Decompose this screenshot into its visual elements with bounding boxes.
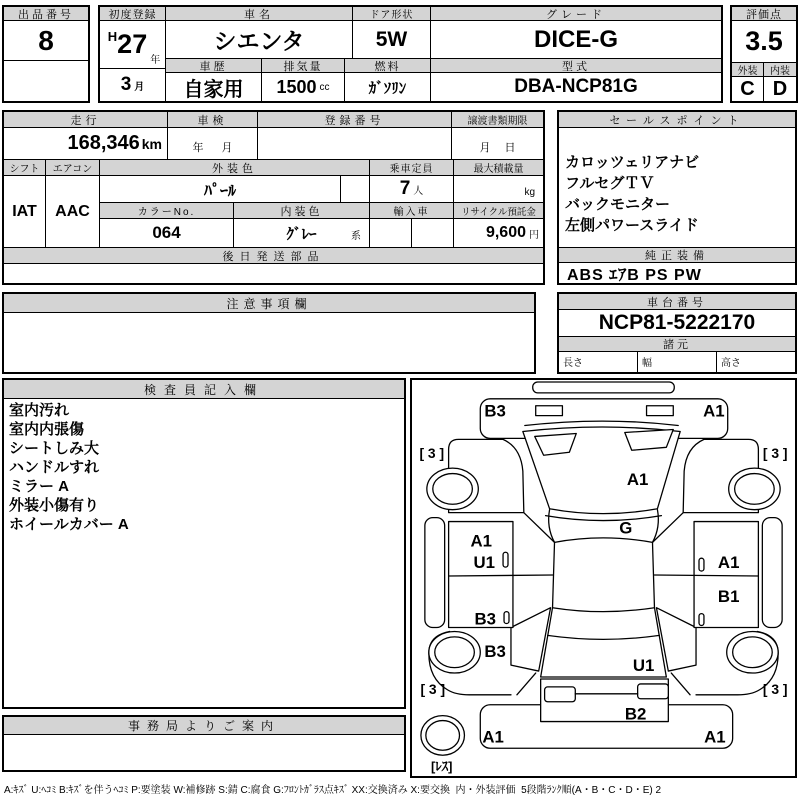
windshield-molding (546, 516, 662, 521)
score-label: 評価点 (732, 7, 796, 21)
exterior-grade-value: C (732, 77, 764, 101)
transfer-month-unit: 月 (479, 142, 491, 154)
front-bumper-strip (533, 382, 675, 393)
sales-points-box (557, 110, 797, 285)
tread-front-left: [ 3 ] (419, 445, 445, 462)
shift-value: IAT (4, 176, 46, 248)
car-diagram (412, 380, 795, 776)
quarter-crease-right (671, 673, 690, 695)
inspector-note: ハンドルすれ (9, 459, 100, 476)
wheel-rear-left (429, 631, 480, 673)
displacement-unit: cc (319, 81, 330, 93)
quarter-crease-left (517, 673, 536, 695)
inspector-note: ホイールカバー A (9, 516, 129, 533)
ext-color-value: ﾊﾟｰﾙ (100, 176, 341, 203)
transfer-value (452, 128, 543, 160)
car-name-label: 車名 (166, 7, 353, 21)
tail-lamp-left (545, 687, 576, 702)
damage-code-front-door-left-1: A1 (470, 531, 493, 551)
damage-code-hood-right: A1 (703, 401, 725, 421)
mileage-number: 168,346 (67, 132, 140, 154)
door-value: 5W (353, 21, 431, 59)
payload-value: kg (454, 176, 543, 203)
sales-points-label: セールスポイント (559, 112, 795, 128)
aircon-label: エアコン (46, 160, 100, 176)
ext-color-label: 外装色 (100, 160, 370, 176)
damage-code-rear-door-right: B1 (717, 586, 740, 606)
displacement-label: 排気量 (262, 59, 345, 73)
ext-color-suffix-cell (341, 176, 370, 203)
sales-point-item: バックモニター (565, 196, 671, 213)
grade-value: DICE-G (431, 21, 721, 59)
later-parts-value (4, 264, 543, 283)
import-value-2 (412, 219, 454, 248)
damage-code-rear-window: U1 (632, 656, 655, 676)
first-reg-year: 27 (117, 29, 148, 59)
equipment-value: ABS ｴｱB PS PW (567, 266, 702, 283)
dims-width-cell: 幅 (638, 352, 717, 372)
reg-no-value (258, 128, 452, 160)
inspection-month-unit: 月 (221, 142, 233, 154)
spare-tire-label: [ﾚｽ] (430, 759, 453, 775)
chassis-box (557, 292, 797, 374)
damage-code-hood-left: B3 (484, 401, 506, 421)
chassis-value: NCP81-5222170 (559, 310, 795, 337)
capacity-value (370, 176, 454, 203)
damage-code-rear-door-left: B3 (474, 609, 496, 629)
tread-rear-right: [ 3 ] (762, 680, 788, 697)
dims-label: 諸元 (559, 337, 795, 352)
inspection-year-unit: 年 (192, 142, 204, 154)
model-value: DBA-NCP81G (514, 76, 638, 97)
wheel-rear-right (727, 631, 778, 673)
chassis-label: 車台番号 (559, 294, 795, 310)
car-name-value: シエンタ (166, 21, 353, 59)
inspection-value (168, 128, 258, 160)
import-value-1 (370, 219, 412, 248)
tread-rear-left: [ 3 ] (420, 680, 446, 697)
history-value: 自家用 (166, 73, 262, 101)
caution-body (4, 313, 534, 372)
first-reg-year-cell (100, 21, 166, 69)
damage-code-rear-bumper-left: A1 (482, 727, 504, 747)
transfer-day-unit: 日 (504, 142, 516, 154)
spare-tire (421, 716, 465, 756)
tread-front-right: [ 3 ] (762, 445, 788, 462)
inspector-note: 室内内張傷 (9, 421, 85, 438)
mileage-label: 走行 (4, 112, 168, 128)
grade-label: グレード (431, 7, 721, 21)
reg-no-label: 登録番号 (258, 112, 452, 128)
damage-code-rear-bumper-right: A1 (704, 727, 726, 747)
recycle-fee: 9,600 (485, 224, 526, 241)
color-no-value: 064 (100, 219, 234, 248)
auction-no-box (2, 5, 90, 103)
first-reg-era: H (107, 29, 118, 44)
first-reg-month-cell (100, 69, 166, 101)
wheel-front-left (427, 468, 478, 510)
spec-box (2, 110, 545, 285)
wheel-front-right (729, 468, 780, 510)
capacity-unit: 人 (413, 185, 424, 197)
first-reg-month-unit: 月 (134, 81, 145, 93)
int-color-cell (234, 219, 370, 248)
int-color-value: ｸﾞﾚｰ (286, 225, 317, 243)
sales-points-list (559, 128, 795, 247)
damage-code-front-door-right: A1 (717, 553, 740, 573)
damage-code-legend: A:ｷｽﾞ U:ﾍｺﾐ B:ｷｽﾞを伴うﾍｺﾐ P:要塗装 W:補修跡 S:錆 C:腐食 G:ﾌﾛﾝﾄｶﾞﾗｽ点ｷｽﾞ XX:交換済み X:要交換 内・外装評価 5段階ﾗﾝｸ順(A・B・C・D・E) 2 (4, 785, 662, 796)
side-sill-right (762, 518, 782, 628)
office-box (2, 715, 406, 772)
first-reg-year-unit: 年 (150, 55, 161, 66)
import-label: 輸入車 (370, 203, 454, 219)
inspector-note: 室内汚れ (9, 402, 70, 419)
recycle-label: リサイクル預託金 (454, 203, 543, 219)
caution-label: 注意事項欄 (4, 294, 534, 313)
damage-diagram-box (410, 378, 797, 778)
inspector-note: ミラー A (9, 478, 70, 495)
sales-point-item: 左側パワースライド (565, 217, 699, 234)
dims-length-cell: 長さ (559, 352, 638, 372)
damage-code-front-door-left-2: U1 (473, 553, 495, 573)
transfer-label: 譲渡書類期限 (452, 112, 543, 128)
history-label: 車歴 (166, 59, 262, 73)
int-color-suffix: 系 (351, 231, 361, 242)
recycle-value (454, 219, 543, 248)
auction-no-value: 8 (4, 21, 88, 61)
interior-grade-label: 内装 (764, 63, 796, 77)
roof-front-edge (555, 538, 653, 542)
first-reg-month: 3 (120, 74, 132, 95)
damage-code-windshield: A1 (626, 469, 649, 489)
auction-no-label: 出品番号 (4, 7, 88, 21)
payload-label: 最大積載量 (454, 160, 543, 176)
mileage-unit: km (141, 135, 162, 152)
damage-code-quarter-left: B3 (484, 642, 506, 662)
fuel-label: 燃料 (345, 59, 431, 73)
inspector-note: 外装小傷有り (9, 497, 100, 514)
inspector-box (2, 378, 406, 709)
door-label: ドア形状 (353, 7, 431, 21)
capacity-label: 乗車定員 (370, 160, 454, 176)
wiper-right (625, 430, 673, 451)
inspector-note: シートしみ大 (9, 440, 100, 457)
damage-code-tailgate: B2 (624, 704, 647, 724)
shift-label: シフト (4, 160, 46, 176)
int-color-label: 内装色 (234, 203, 370, 219)
model-label: 型式 (431, 59, 721, 73)
inspector-notes (4, 399, 404, 534)
tail-lamp-right (638, 684, 669, 699)
equipment-label: 純正装備 (559, 247, 795, 263)
mileage-value (4, 128, 168, 160)
recycle-unit: 円 (529, 229, 539, 241)
sales-point-item: フルセグＴＶ (565, 175, 655, 192)
score-box (730, 5, 798, 103)
aircon-value: AAC (46, 176, 100, 248)
displacement-value: 1500 (276, 76, 317, 97)
dims-height-cell: 高さ (721, 358, 741, 369)
exterior-grade-label: 外装 (732, 63, 764, 77)
inspector-label: 検査員記入欄 (4, 380, 404, 399)
fuel-value: ｶﾞｿﾘﾝ (345, 73, 431, 101)
side-sill-left (425, 518, 445, 628)
vehicle-header-box (98, 5, 723, 103)
inspection-label: 車検 (168, 112, 258, 128)
capacity-number: 7 (399, 178, 411, 199)
displacement-cell (262, 73, 345, 101)
first-reg-label: 初度登録 (100, 7, 166, 21)
doors-right (694, 522, 758, 628)
interior-grade-value: D (772, 77, 788, 100)
sales-point-item: カロッツェリアナビ (565, 154, 700, 171)
caution-box (2, 292, 536, 374)
score-value: 3.5 (732, 21, 796, 63)
office-body (4, 735, 404, 770)
office-label: 事務局よりご案内 (4, 717, 404, 735)
later-parts-label: 後日発送部品 (4, 248, 543, 264)
color-no-label: カラーNo. (100, 203, 234, 219)
damage-code-cowl: G (619, 518, 633, 538)
